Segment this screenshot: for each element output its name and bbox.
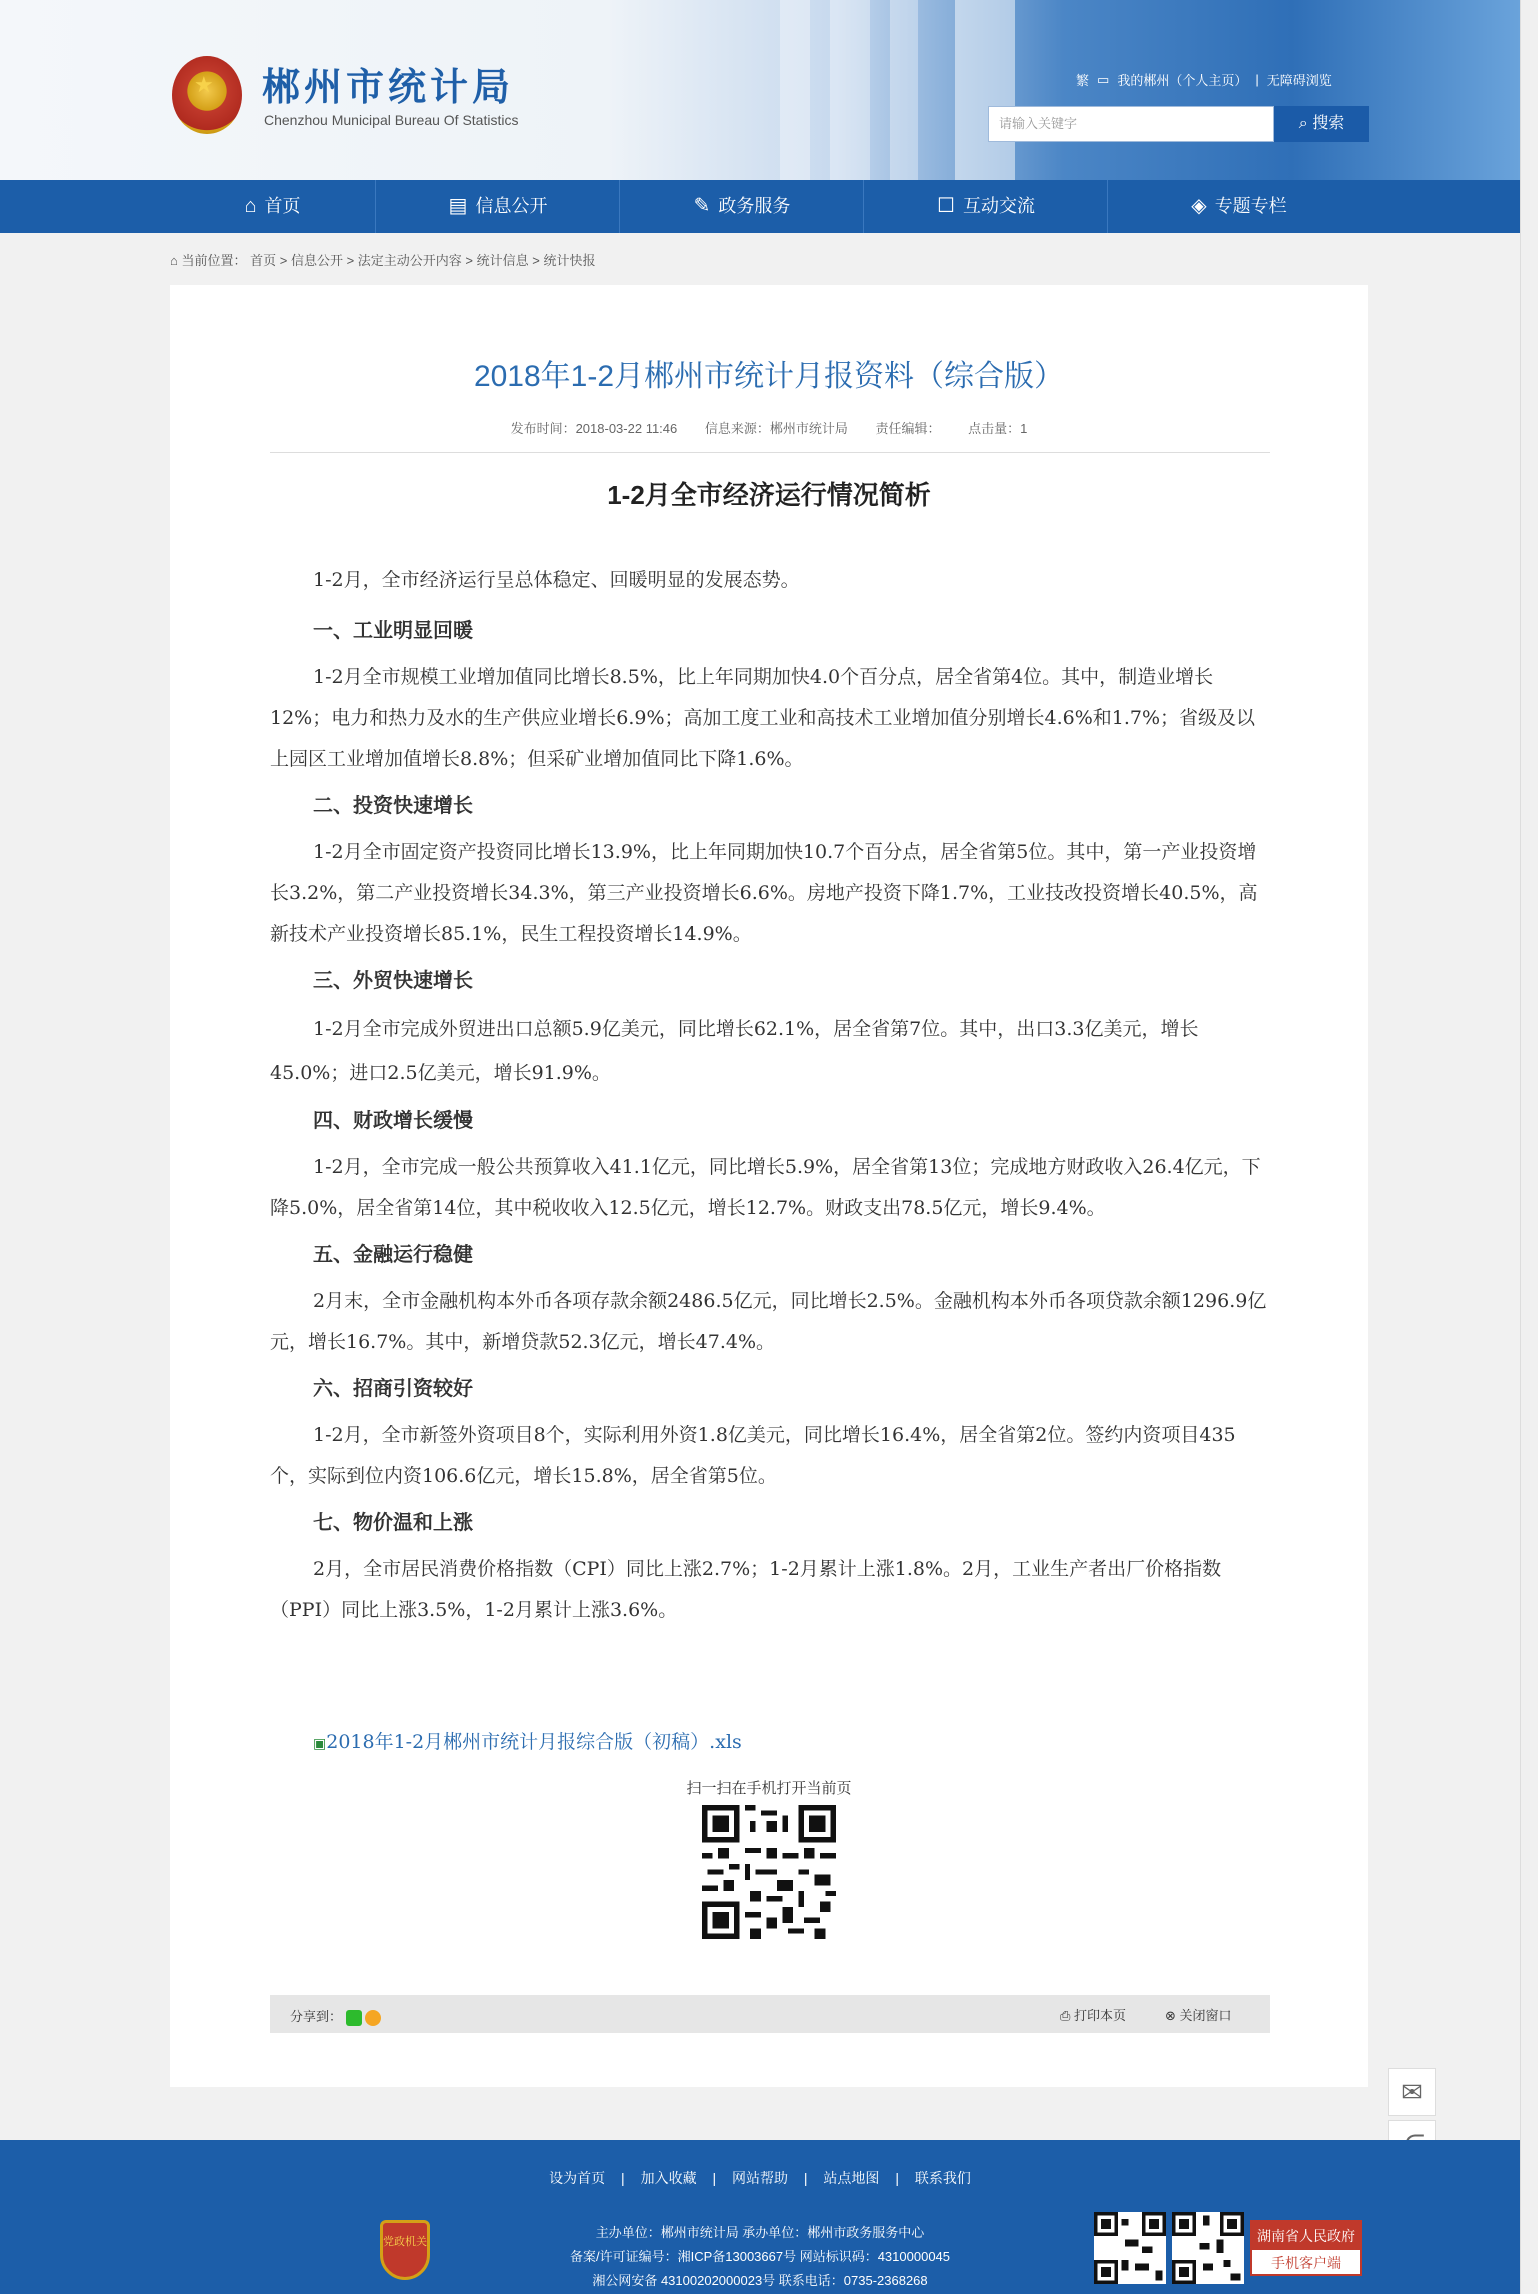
printer-icon: ⎙ — [1060, 2008, 1075, 2023]
attachment-label: 2018年1-2月郴州市统计月报综合版（初稿）.xls — [326, 1731, 742, 1753]
layers-icon: ◈ — [1191, 195, 1207, 217]
section-heading: 二、投资快速增长 — [313, 795, 473, 817]
scan-label: 扫一扫在手机打开当前页 — [686, 1780, 852, 1797]
search-button[interactable] — [1274, 106, 1369, 142]
footer-qr-code-1 — [1094, 2212, 1166, 2284]
section-paragraph: 1-2月，全市完成一般公共预算收入41.1亿元，同比增长5.9%，居全省第13位；完成地方财政收入26.4亿元，下降5.0%，居全省第14位，其中税收收入12.5亿元，增长12.7%。财政支出78.5亿元，增长9.4%。 — [270, 1156, 1261, 1219]
top-links — [1076, 70, 1332, 89]
separator: | — [895, 2170, 899, 2186]
excel-file-icon: ▣ — [313, 1736, 327, 1752]
info-source: 信息来源：郴州市统计局 — [704, 421, 848, 436]
footer-link-help[interactable]: 网站帮助 — [732, 2170, 788, 2186]
section-heading: 一、工业明显回暖 — [313, 620, 473, 642]
traditional-chinese-link[interactable]: 繁 — [1076, 73, 1090, 88]
article-container — [170, 285, 1368, 2087]
attachment-link[interactable] — [313, 1727, 742, 1754]
header-decoration — [780, 0, 810, 180]
search-icon: ⌕ — [1298, 115, 1313, 132]
breadcrumb-prefix: 当前位置： — [181, 253, 247, 268]
footer-link-homepage[interactable]: 设为首页 — [549, 2170, 606, 2186]
page-qr-code — [702, 1805, 836, 1939]
edit-icon: ✎ — [693, 195, 711, 217]
weibo-share-icon[interactable] — [365, 2010, 381, 2026]
nav-label: 互动交流 — [962, 196, 1035, 216]
site-header — [0, 0, 1520, 180]
breadcrumb-item[interactable]: 信息公开 — [290, 253, 343, 268]
section-heading: 三、外贸快速增长 — [313, 970, 473, 992]
chat-icon: ☐ — [937, 195, 955, 217]
breadcrumb: ⌂ 当前位置： 首页 > 信息公开 > 法定主动公开内容 > 统计信息 > 统计快报 — [170, 253, 596, 268]
nav-item-service[interactable] — [621, 180, 864, 233]
intro-paragraph: 1-2月，全市经济运行呈总体稳定、回暖明显的发展态势。 — [313, 569, 800, 591]
divider — [270, 452, 1270, 453]
section-paragraph: 1-2月，全市新签外资项目8个，实际利用外资1.8亿美元，同比增长16.4%，居全省第2位。签约内资项目435个，实际到位内资106.6亿元，增长15.8%，居全省第5位。 — [270, 1424, 1236, 1487]
main-nav — [0, 180, 1520, 233]
footer-icp: 备案/许可证编号：湘ICP备13003667号 网站标识码：4310000045 — [569, 2249, 951, 2264]
wechat-icon: ✉ — [1401, 2077, 1423, 2107]
accessibility-link[interactable]: 无障碍浏览 — [1266, 73, 1332, 88]
nav-label: 首页 — [264, 196, 301, 216]
section-heading: 七、物价温和上涨 — [313, 1512, 473, 1534]
publish-time: 发布时间：2018-03-22 11:46 — [510, 421, 678, 436]
breadcrumb-item[interactable]: 统计快报 — [543, 253, 596, 268]
header-decoration — [890, 0, 918, 180]
footer-link-favorite[interactable]: 加入收藏 — [640, 2170, 697, 2186]
nav-label: 信息公开 — [475, 196, 548, 216]
hit-count: 点击量：1 — [968, 421, 1028, 436]
breadcrumb-item[interactable]: 首页 — [250, 253, 277, 268]
document-icon: ▤ — [448, 195, 468, 217]
close-label: 关闭窗口 — [1179, 2008, 1232, 2023]
print-label: 打印本页 — [1074, 2008, 1127, 2023]
nav-item-home[interactable] — [170, 180, 376, 233]
footer-sponsor: 主办单位：郴州市统计局 承办单位：郴州市政务服务中心 — [595, 2225, 925, 2240]
party-gov-badge[interactable] — [380, 2220, 430, 2280]
share-group — [290, 2006, 381, 2026]
breadcrumb-item[interactable]: 统计信息 — [476, 253, 529, 268]
monitor-icon: ▭ — [1097, 71, 1110, 87]
section-heading: 五、金融运行稳健 — [313, 1244, 473, 1266]
my-chenzhou-link[interactable]: 我的郴州（个人主页） — [1117, 73, 1248, 88]
section-paragraph: 1-2月全市规模工业增加值同比增长8.5%，比上年同期加快4.0个百分点，居全省第4位。其中，制造业增长12%；电力和热力及水的生产供应业增长6.9%；高加工度工业和高技术工业增加值分别增长4.6%和1.7%；省级及以上园区工业增加值增长8.8%；但采矿业增加值同比下降1.6%。 — [270, 666, 1256, 770]
gov-badge-subtitle: 手机客户端 — [1271, 2255, 1341, 2271]
footer-link-contact[interactable]: 联系我们 — [914, 2170, 971, 2186]
nav-item-topics[interactable] — [1109, 180, 1369, 233]
article-title: 2018年1-2月郴州市统计月报资料（综合版） — [473, 360, 1065, 393]
search-button-label: 搜索 — [1312, 115, 1345, 132]
hunan-gov-app-badge[interactable] — [1250, 2220, 1362, 2276]
article-subtitle: 1-2月全市经济运行情况简析 — [607, 480, 931, 510]
nav-label: 政务服务 — [718, 196, 791, 216]
article-body — [270, 560, 1270, 1631]
site-footer — [0, 2140, 1520, 2294]
section-paragraph: 2月末，全市金融机构本外币各项存款余额2486.5亿元，同比增长2.5%。金融机构本外币各项贷款余额1296.9亿元，增长16.7%。其中，新增贷款52.3亿元，增长47.4%。 — [270, 1290, 1267, 1353]
close-window-button[interactable] — [1165, 2005, 1232, 2024]
share-label: 分享到： — [290, 2009, 343, 2024]
section-heading: 六、招商引资较好 — [313, 1378, 473, 1400]
section-paragraph: 2月，全市居民消费价格指数（CPI）同比上涨2.7%；1-2月累计上涨1.8%。2月，工业生产者出厂价格指数（PPI）同比上涨3.5%，1-2月累计上涨3.6%。 — [270, 1558, 1222, 1621]
header-decoration — [830, 0, 870, 180]
page-scrollbar[interactable] — [1520, 0, 1538, 2294]
wechat-share-icon[interactable] — [346, 2010, 362, 2026]
footer-police: 湘公网安备 43100202000023号 联系电话：0735-2368268 — [592, 2273, 928, 2288]
share-bar — [270, 1995, 1270, 2033]
nav-item-interact[interactable] — [865, 180, 1108, 233]
breadcrumb-item[interactable]: 法定主动公开内容 — [357, 253, 462, 268]
home-icon: ⌂ — [170, 253, 182, 268]
site-title[interactable]: 郴州市统计局 — [262, 67, 515, 109]
site-subtitle: Chenzhou Municipal Bureau Of Statistics — [264, 112, 519, 128]
nav-item-info[interactable] — [377, 180, 620, 233]
editor: 责任编辑： — [875, 421, 941, 436]
separator: | — [712, 2170, 717, 2186]
footer-link-sitemap[interactable]: 站点地图 — [823, 2170, 880, 2186]
article-meta — [170, 418, 1368, 437]
separator: | — [621, 2170, 625, 2186]
separator: | — [803, 2170, 808, 2186]
badge-label: 党政机关 — [383, 2236, 427, 2248]
footer-links — [0, 2168, 1520, 2188]
close-icon: ⊗ — [1165, 2008, 1180, 2023]
gov-badge-title: 湖南省人民政府 — [1252, 2222, 1360, 2250]
print-button[interactable] — [1060, 2005, 1126, 2024]
header-decoration — [955, 0, 1015, 180]
search-input[interactable]: 请输入关键字 — [988, 106, 1274, 142]
nav-label: 专题专栏 — [1214, 196, 1287, 216]
footer-qr-code-2 — [1172, 2212, 1244, 2284]
section-paragraph: 1-2月全市固定资产投资同比增长13.9%，比上年同期加快10.7个百分点，居全省第5位。其中，第一产业投资增长3.2%，第二产业投资增长34.3%，第三产业投资增长6.6%。房地产投资下降1.7%，工业技改投资增长40.5%，高新技术产业投资增长85.1%，民生工程投资增长14.9%。 — [270, 841, 1258, 945]
national-emblem-icon: ★ — [172, 56, 242, 134]
separator: | — [1255, 72, 1259, 87]
section-heading: 四、财政增长缓慢 — [313, 1110, 473, 1132]
wechat-float-button[interactable] — [1388, 2068, 1436, 2116]
home-icon: ⌂ — [244, 195, 257, 217]
section-paragraph: 1-2月全市完成外贸进出口总额5.9亿美元，同比增长62.1%，居全省第7位。其中，出口3.3亿美元，增长45.0%；进口2.5亿美元，增长91.9%。 — [270, 1018, 1199, 1084]
